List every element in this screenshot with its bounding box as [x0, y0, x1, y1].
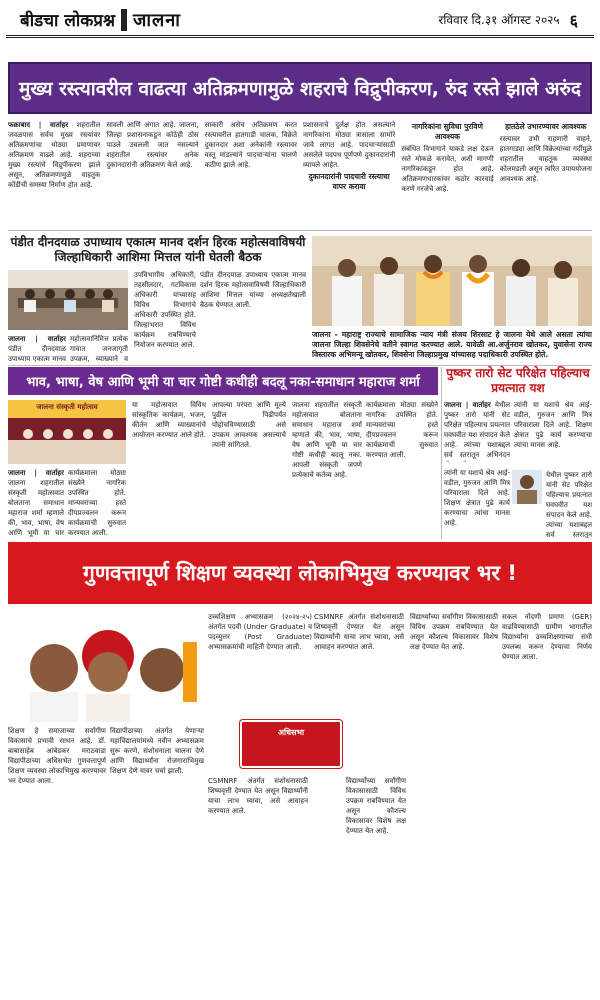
story1-subhead: हातठेले उभारण्यावर आवश्यक — [505, 122, 587, 131]
page-number: ६ — [569, 10, 578, 30]
divider — [8, 230, 592, 231]
story3-col-3 — [132, 400, 206, 538]
meeting-photo — [8, 270, 128, 330]
story3-headline: भाव, भाषा, वेष आणि भूमी या चार गोष्टी कधीही बदलू नका-समाधान महाराज शर्मा — [8, 367, 438, 395]
story4-paragraph: त्यांनी या यशाचे श्रेय आई-वडील, गुरुजन आणि मित्र परिवाराला दिले आहे. शिक्षण क्षेत्रात पुढे कार्य करण्याचा त्यांचा मानस आहे. — [444, 469, 510, 527]
story2-paragraph: पंडीत दीनदयाळ उपाध्याय एकात्म मानव दर्शन हिरक महोत्सवाविषयी जिल्हाधिकारी आशिमा मित्तल यांच्या अध्यक्षतेखाली बैठक घेण्यात आली. — [200, 271, 306, 309]
story5-col-4 — [208, 776, 308, 994]
story5-paragraph: CSMNRF अंतर्गत संशोधनासाठी शिष्यवृत्ती देण्यात येत असून विद्यार्थ्यांनी याचा लाभ घ्यावा, असे आवाहन करण्यात आले. — [314, 613, 404, 651]
story4-paragraph: येथील पुष्कर तारो यांनी सेट परिक्षेत पहिल्याच प्रयत्नात घवघवीत यश संपादन केले आहे. त्यांच्या यशाबद्दल सर्व स्तरातून — [546, 471, 592, 538]
story1-subhead: दुकानदारांनी पादचारी रस्त्याचा वापर करावा — [308, 172, 390, 191]
story2-paragraph: पंडीत दीनदयाळ उपाध्याय एकात्म मानव — [8, 345, 66, 363]
story5-col-6 — [346, 776, 406, 994]
story5-paragraph: विद्यार्थ्यांच्या सर्वांगीण विकासासाठी विविध उपक्रम राबविण्यात येत असून कौशल्य विकासावर विशेष लक्ष देण्यात येत आहे. — [410, 613, 498, 651]
story3-col-4 — [212, 400, 286, 538]
story1-col-4 — [303, 120, 395, 226]
story1-paragraph: प्रशासनाचे दुर्लक्ष होत असल्याने नागरिकांना मोठ्या त्रासाला सामोरे जावे लागत आहे. पादचाऱ्यांसाठी असलेले पदपथ पूर्णपणे दुकानदारांनी व्यापले आहेत. — [302, 121, 396, 169]
leaders-photo — [8, 612, 204, 722]
story3-paragraph: आपल्या परंपरा आणि मूल्ये पुढील पिढीपर्यंत पोहोचविण्यासाठी असे उपक्रम आवश्यक असल्याचे त्यांनी सांगितले. — [212, 401, 286, 449]
masthead-separator — [121, 9, 127, 31]
felicitation-photo — [312, 236, 592, 326]
story5-col-3 — [208, 612, 312, 716]
story5-paragraph: CSMNRF अंतर्गत संशोधनासाठी शिष्यवृत्ती देण्यात येत असून विद्यार्थ्यांनी याचा लाभ घ्यावा, असे आवाहन करण्यात आले. — [208, 777, 308, 815]
divider — [441, 367, 442, 539]
story5-col-2 — [110, 726, 204, 994]
story5-col-5 — [314, 612, 404, 716]
story3-paragraph: कार्यक्रमाला मोठ्या संख्येने नागरिक उपस्थित होते. मान्यवरांच्या हस्ते दीपप्रज्वलन करून कार्यक्रमाची सुरुवात करण्यात आली. — [68, 469, 126, 537]
story4-col-4 — [546, 470, 592, 538]
story5-col-1 — [8, 726, 106, 994]
story1-col-5 — [401, 120, 493, 226]
story5-col-7 — [410, 612, 498, 994]
story1-dateline: फक्राबाद | वार्ताहर — [8, 121, 69, 129]
story5-paragraph: उच्चशिक्षण अभ्यासक्रम (२०२४-२५) अंतर्गत पदवी (Under Graduate) व पदव्युत्तर (Post Graduate) अभ्यासक्रमांची माहिती देण्यात आली. — [208, 613, 312, 651]
story4-paragraph: येथील पुष्कर तारो यांनी सेट परिक्षेत पहिल्याच प्रयत्नात घवघवीत यश संपादन केले आहे. त्यांच्या यशाबद्दल सर्व स्तरातून अभिनंदन — [444, 401, 510, 459]
story2-col-4 — [200, 270, 306, 364]
story1-col-6 — [500, 120, 592, 226]
story1-headline: मुख्य रस्त्यावरील वाढत्या अतिक्रमणामुळे शहराचे विद्रुपीकरण, रुंद रस्ते झाले अरुंद — [8, 62, 592, 114]
story2-headline: पंडीत दीनदयाळ उपाध्याय एकात्म मानव दर्शन हिरक महोत्सवाविषयी जिल्हाधिकारी आशिमा मित्तल यांनी घेतली बैठक — [10, 235, 306, 264]
portrait-photo — [512, 470, 542, 504]
story5-paragraph: शिक्षण हे समाजाच्या सर्वांगीण विकासाचे प्रभावी साधन आहे. डॉ. बाबासाहेब आंबेडकर मराठवाडा विद्यापीठाच्या अधिसभेत गुणवत्तापूर्ण शिक्षण व्यवस्था लोकाभिमुख करण्यावर भर देण्यात आला. — [8, 727, 106, 785]
story1-columns — [8, 120, 592, 226]
story2-paragraph: महोत्सवानिमित्त प्रत्येक गावात जनजागृती उपक्रम, व्याख्याने व — [70, 335, 128, 363]
story3-paragraph: या महोत्सवात विविध सांस्कृतिक कार्यक्रम, भजन, कीर्तन आणि व्याख्यानांचे आयोजन करण्यात आले होते. — [132, 401, 206, 439]
story5-paragraph: विद्यापीठाच्या अंतर्गत येणाऱ्या महाविद्यालयांमध्ये नवीन अभ्यासक्रम सुरू करणे, संशोधनाला चालना देणे आणि विद्यार्थ्यांना रोजगाराभिमुख शिक्षण देणे यावर चर्चा झाली. — [110, 727, 204, 775]
story2-col-2 — [70, 334, 128, 364]
section-name: जालना — [133, 9, 181, 31]
story1-paragraph: सावली आणि अंगात आहे. जालना, जिल्हा प्रशासनाकडून कोठेही ठोस पाउले उचलली जात नसल्याने शहरातील रस्त्यांवर अनेक दुकानदारांनी अतिक्रमण केले आहे. — [106, 121, 199, 169]
story1-paragraph: रस्त्यावर उभी राहणारी वाहने, हातगाड्या आणि विक्रेत्यांच्या गर्दीमुळे शहरातील वाहतूक व्यवस्था कोलमडली असून त्वरित उपाययोजना आवश्यक आहे. — [499, 135, 592, 183]
story2-col-3 — [134, 270, 196, 364]
story4-dateline: जालना | वार्ताहर — [444, 401, 491, 409]
masthead — [6, 4, 594, 38]
story1-col-3 — [205, 120, 297, 226]
story2-col-1 — [8, 334, 66, 364]
story1-subhead: नागरिकांना सुविधा पुरविणे आवश्यक — [411, 122, 483, 141]
felicitation-caption: जालना - महाराष्ट्र राज्याचे सामाजिक न्याय मंत्री संजय शिरसाट हे जालना येथे आले असता त्यांचा जालना जिल्हा शिवसेनेचे वतीने स्वागत करण्यात आले. यावेळी आ.अर्जुनराव खोतकर, युवासेना राज्य विस्तारक अभिमन्यू खोतकर, शिवसेना जिल्हाप्रमुख यांच्यासह पदाधिकारी उपस्थित होते. — [312, 330, 592, 359]
festival-photo — [8, 400, 126, 464]
story2-paragraph: उपविभागीय अधिकारी, तहसीलदार, गटविकास अधिकारी यांच्यासह विविध विभागांचे अधिकारी उपस्थित होते. जिल्हाभरात विविध कार्यक्रम राबविण्याचे नियोजन करण्यात आले. — [134, 271, 196, 349]
story3-col-6 — [366, 400, 438, 538]
story3-col-2 — [68, 468, 126, 538]
story3-col-1 — [8, 468, 64, 538]
story1-paragraph: संबंधित विभागाने याकडे लक्ष देऊन रस्ते मोकळे करावेत, अशी मागणी नागरिकांकडून होत आहे. अतिक्रमणधारकांवर कठोर कारवाई करणे गरजेचे आहे. — [401, 145, 494, 193]
story1-col-2 — [106, 120, 198, 226]
story1-paragraph: शहरातील जवळपास सर्वच मुख्य रस्त्यांवर अतिक्रमणांचा मोठ्या प्रमाणावर अतिक्रमण वाढले आहे. शहराच्या मुख्य रस्त्यांचे विद्रुपीकरण झाले असून, अतिक्रमणामुळे वाहतुक कोंडीची समस्या निर्माण होत आहे. — [8, 121, 101, 189]
story2-dateline: जालना | वार्ताहर — [8, 335, 66, 343]
story5-paragraph: सकल नोंदणी प्रमाण (GER) वाढविण्यासाठी ग्रामीण भागातील विद्यार्थ्यांना उच्चशिक्षणाच्या संधी उपलब्ध करून देण्याचा निर्णय घेण्यात आला. — [502, 613, 592, 661]
newspaper-name: बीडचा लोकप्रश्न — [20, 11, 115, 31]
story3-paragraph: कार्यक्रमाला मोठ्या संख्येने नागरिक उपस्थित होते. मान्यवरांच्या हस्ते दीपप्रज्वलन करून कार्यक्रमाची सुरुवात करण्यात आली. — [366, 401, 438, 459]
story4-col-1 — [444, 400, 510, 462]
story5-label-chip: अधिसभा — [240, 720, 342, 768]
story4-col-2 — [514, 400, 592, 466]
story4-col-3 — [444, 468, 510, 538]
story5-col-8 — [502, 612, 592, 994]
story5-headline: गुणवत्तापूर्ण शिक्षण व्यवस्था लोकाभिमुख करण्यावर भर ! — [8, 542, 592, 604]
story3-paragraph: जालना शहरातील संस्कृती महोत्सवात बोलताना समाधान महाराज शर्मा म्हणाले की, भाव, भाषा, वेष आणि भूमी या चार — [8, 479, 64, 537]
festival-banner-text: जालना संस्कृती महोत्सव — [36, 403, 98, 411]
story3-dateline: जालना | वार्ताहर — [8, 469, 64, 477]
story4-paragraph: त्यांनी या यशाचे श्रेय आई-वडील, गुरुजन आणि मित्र परिवाराला दिले आहे. शिक्षण क्षेत्रात पुढे कार्य करण्याचा त्यांचा मानस आहे. — [514, 401, 592, 449]
issue-date: रविवार दि.३१ ऑगस्ट २०२५ — [438, 13, 560, 27]
story1-paragraph: साकारी असेच अतिक्रमण करत रस्त्यावरील हातगाडी चालक, विक्रेते दुकानदार अशा अनेकांनी रस्त्यावर वस्तू मांडल्याने पादचाऱ्यांना चालणे कठीण झाले आहे. — [204, 121, 297, 169]
story1-col-1 — [8, 120, 100, 226]
story3-paragraph: जालना शहरातील संस्कृती महोत्सवात बोलताना समाधान महाराज शर्मा म्हणाले की, भाव, भाषा, वेष आणि भूमी या चार गोष्टी कधीही बदलू नका. आपली संस्कृती जपणे प्रत्येकाचे कर्तव्य आहे. — [292, 401, 362, 479]
story5-paragraph: विद्यार्थ्यांच्या सर्वांगीण विकासासाठी विविध उपक्रम राबविण्यात येत असून कौशल्य विकासावर विशेष लक्ष देण्यात येत आहे. — [346, 777, 406, 835]
story3-col-5 — [292, 400, 362, 538]
story4-headline: पुष्कर तारो सेट परिक्षेत पहिल्याच प्रयत्नात यश — [446, 366, 590, 395]
